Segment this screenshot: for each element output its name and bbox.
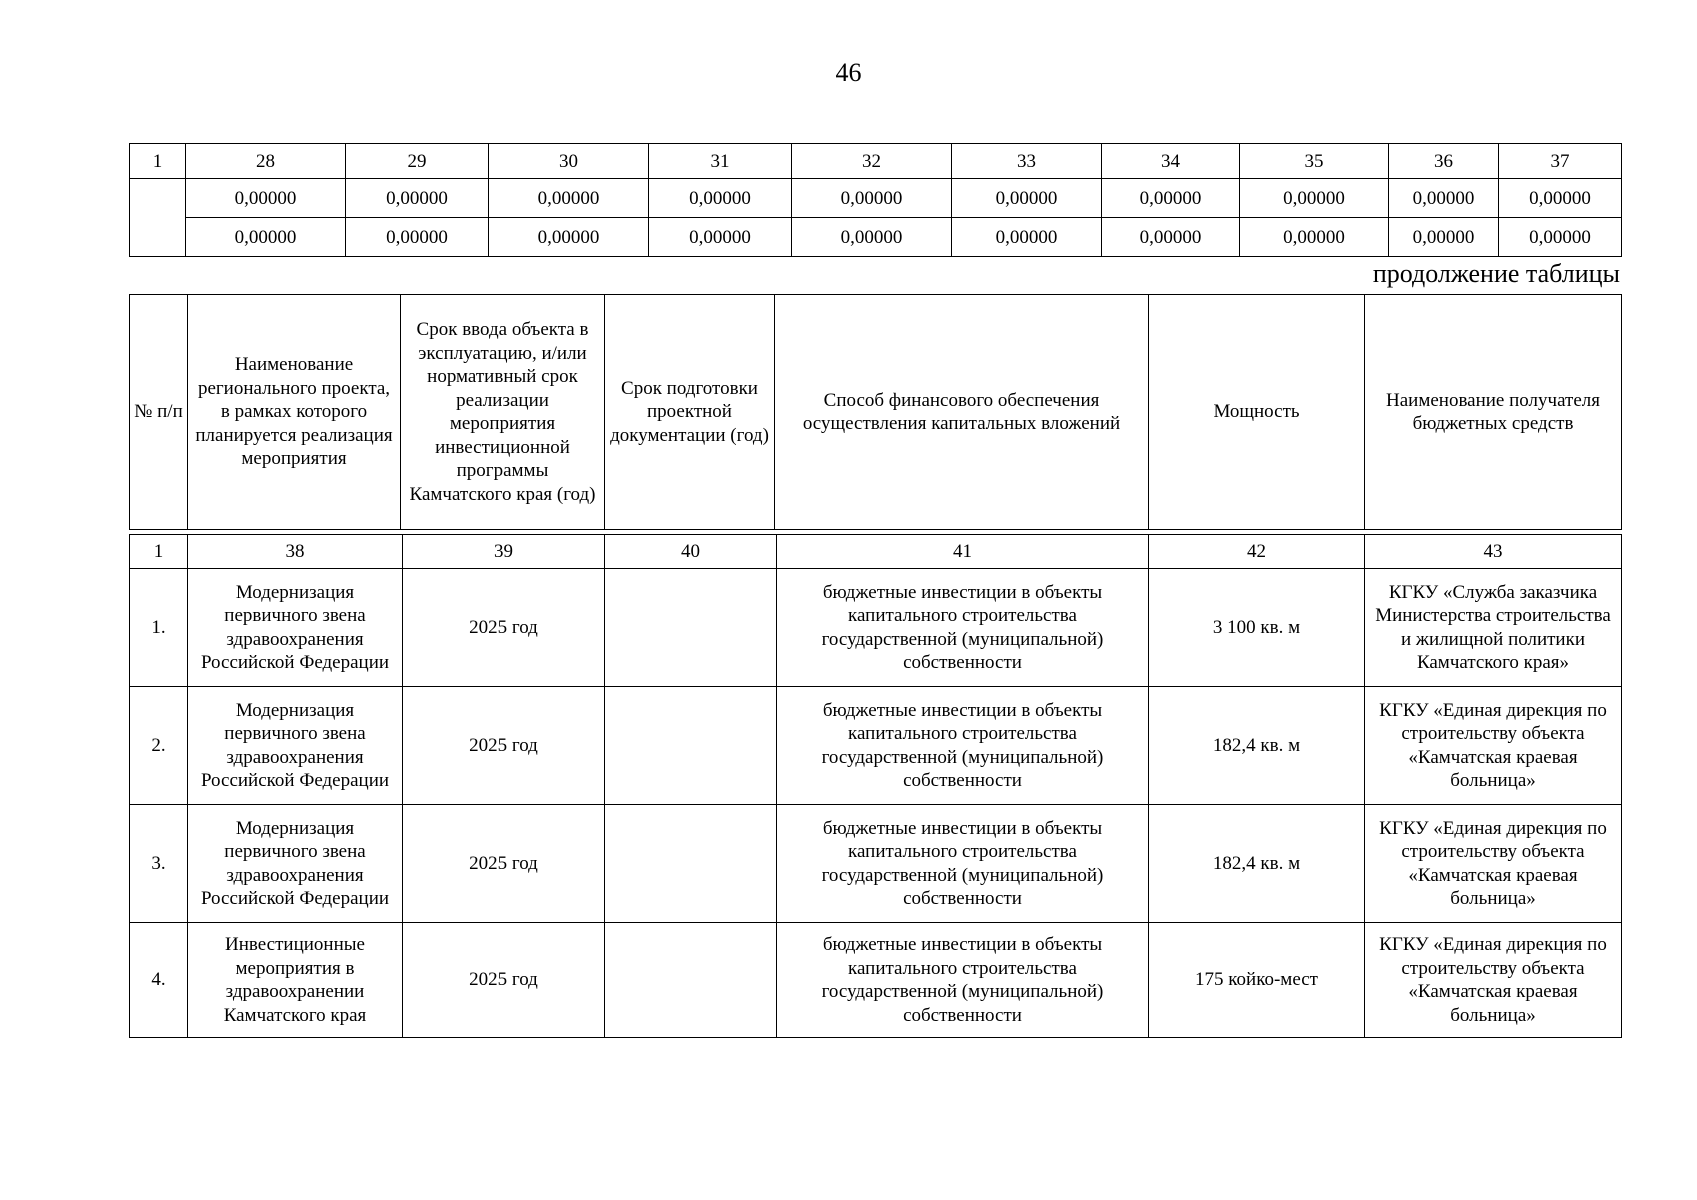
row-index-cell: [130, 179, 186, 257]
value-cell: 0,00000: [1389, 218, 1499, 257]
value-cell: 0,00000: [649, 218, 792, 257]
top-table: [129, 143, 1622, 257]
column-number: 32: [792, 144, 952, 179]
value-cell: 0,00000: [1102, 179, 1240, 218]
financing-method: бюджетные инвестиции в объекты капитального строительства государственной (муниципальной) собственности: [777, 805, 1149, 923]
project-name: Модернизация первичного звена здравоохранения Российской Федерации: [188, 687, 403, 805]
capacity: 182,4 кв. м: [1149, 805, 1365, 923]
recipient: КГКУ «Единая дирекция по строительству объекта «Камчатская краевая больница»: [1365, 687, 1622, 805]
capacity: 182,4 кв. м: [1149, 687, 1365, 805]
main-table-column-numbers: [130, 535, 1622, 569]
column-number: 28: [186, 144, 346, 179]
column-number: 40: [605, 535, 777, 569]
row-number: 4.: [130, 923, 188, 1038]
value-cell: 0,00000: [186, 179, 346, 218]
value-cell: 0,00000: [649, 179, 792, 218]
header-recipient: Наименование получателя бюджетных средств: [1365, 295, 1622, 530]
column-number: 37: [1499, 144, 1622, 179]
commissioning-term: 2025 год: [403, 923, 605, 1038]
header-design-term: Срок подготовки проектной документации (год): [605, 295, 775, 530]
column-number: 42: [1149, 535, 1365, 569]
table-row: [130, 687, 1622, 805]
recipient: КГКУ «Единая дирекция по строительству объекта «Камчатская краевая больница»: [1365, 923, 1622, 1038]
value-cell: 0,00000: [792, 218, 952, 257]
value-cell: 0,00000: [792, 179, 952, 218]
table-row: [130, 923, 1622, 1038]
column-number: 29: [346, 144, 489, 179]
financing-method: бюджетные инвестиции в объекты капитального строительства государственной (муниципальной) собственности: [777, 923, 1149, 1038]
project-name: Модернизация первичного звена здравоохранения Российской Федерации: [188, 569, 403, 687]
financing-method: бюджетные инвестиции в объекты капитального строительства государственной (муниципальной) собственности: [777, 687, 1149, 805]
project-name: Инвестиционные мероприятия в здравоохранении Камчатского края: [188, 923, 403, 1038]
page-number: 46: [835, 58, 862, 87]
table-row: [130, 805, 1622, 923]
column-number: 31: [649, 144, 792, 179]
header-capacity: Мощность: [1149, 295, 1365, 530]
value-cell: 0,00000: [952, 218, 1102, 257]
column-number: 41: [777, 535, 1149, 569]
table-row: [130, 569, 1622, 687]
capacity: 175 койко-мест: [1149, 923, 1365, 1038]
recipient: КГКУ «Служба заказчика Министерства строительства и жилищной политики Камчатского края»: [1365, 569, 1622, 687]
commissioning-term: 2025 год: [403, 569, 605, 687]
row-number: 2.: [130, 687, 188, 805]
design-term: [605, 687, 777, 805]
value-cell: 0,00000: [489, 179, 649, 218]
financing-method: бюджетные инвестиции в объекты капитального строительства государственной (муниципальной) собственности: [777, 569, 1149, 687]
value-cell: 0,00000: [1499, 218, 1622, 257]
value-cell: 0,00000: [346, 179, 489, 218]
column-number: 33: [952, 144, 1102, 179]
table-row: [130, 179, 1622, 218]
header-project-name: Наименование регионального проекта, в рамках которого планируется реализация мероприятия: [188, 295, 401, 530]
capacity: 3 100 кв. м: [1149, 569, 1365, 687]
column-number: 35: [1240, 144, 1389, 179]
column-number: 43: [1365, 535, 1622, 569]
header-row: [130, 295, 1622, 530]
design-term: [605, 805, 777, 923]
header-financing-method: Способ финансового обеспечения осуществления капитальных вложений: [775, 295, 1149, 530]
value-cell: 0,00000: [1240, 179, 1389, 218]
main-table: [129, 534, 1622, 1038]
value-cell: 0,00000: [346, 218, 489, 257]
column-number: 1: [130, 535, 188, 569]
value-cell: 0,00000: [952, 179, 1102, 218]
value-cell: 0,00000: [489, 218, 649, 257]
table-row: [130, 218, 1622, 257]
header-number: № п/п: [130, 295, 188, 530]
value-cell: 0,00000: [1499, 179, 1622, 218]
header-table: [129, 294, 1622, 530]
column-number: 38: [188, 535, 403, 569]
project-name: Модернизация первичного звена здравоохранения Российской Федерации: [188, 805, 403, 923]
design-term: [605, 569, 777, 687]
row-number: 3.: [130, 805, 188, 923]
commissioning-term: 2025 год: [403, 805, 605, 923]
continuation-label: продолжение таблицы: [1372, 259, 1620, 288]
design-term: [605, 923, 777, 1038]
value-cell: 0,00000: [1240, 218, 1389, 257]
recipient: КГКУ «Единая дирекция по строительству объекта «Камчатская краевая больница»: [1365, 805, 1622, 923]
value-cell: 0,00000: [1102, 218, 1240, 257]
column-number: 36: [1389, 144, 1499, 179]
header-commissioning-term: Срок ввода объекта в эксплуатацию, и/или нормативный срок реализации мероприятия инвестиционной программы Камчатского края (год): [401, 295, 605, 530]
value-cell: 0,00000: [1389, 179, 1499, 218]
column-number: 30: [489, 144, 649, 179]
top-table-column-numbers: [130, 144, 1622, 179]
column-number: 1: [130, 144, 186, 179]
row-number: 1.: [130, 569, 188, 687]
column-number: 34: [1102, 144, 1240, 179]
value-cell: 0,00000: [186, 218, 346, 257]
column-number: 39: [403, 535, 605, 569]
commissioning-term: 2025 год: [403, 687, 605, 805]
